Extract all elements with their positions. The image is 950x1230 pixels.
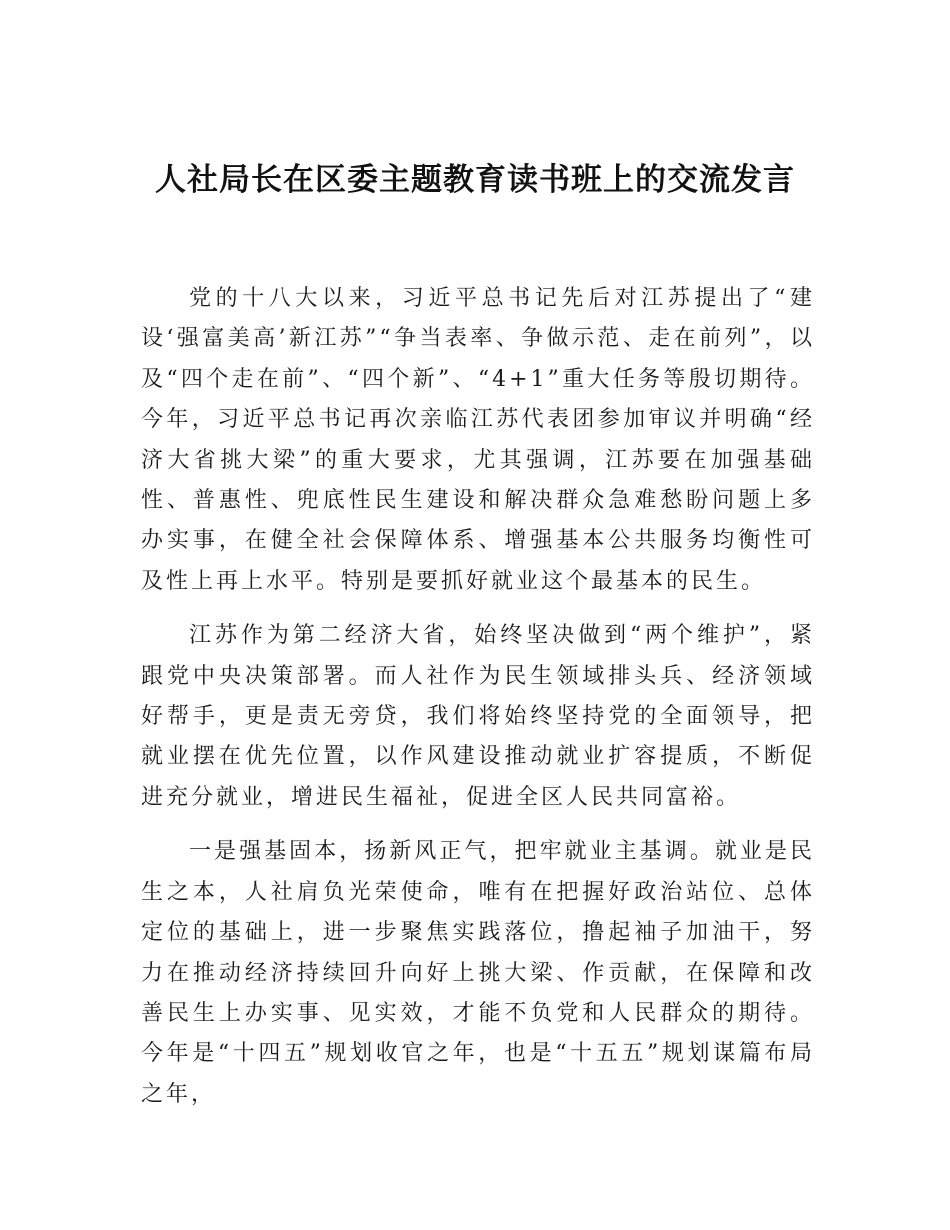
paragraph-jiangsu: 江苏作为第二经济大省，始终坚决做到“两个维护”，紧跟党中央决策部署。而人社作为民生领域排头兵、经济领域好帮手，更是责无旁贷，我们将始终坚持党的全面领导，把就业摆在优先位置，以作风建设推动就业扩容提质，不断促进充分就业，增进民生福祉，促进全区人民共同富裕。: [141, 623, 815, 810]
paragraph-point-one: 一是强基固本，扬新风正气，把牢就业主基调。就业是民生之本，人社肩负光荣使命，唯有在把握好政治站位、总体定位的基础上，进一步聚焦实践落位，撸起袖子加油干，努力在推动经济持续回升向好上挑大梁、作贡献，在保障和改善民生上办实事、见实效，才能不负党和人民群众的期待。今年是“十四五”规划收官之年，也是“十五五”规划谋篇布局之年，: [141, 839, 815, 1107]
document-title: 人社局长在区委主题教育读书班上的交流发言: [155, 162, 795, 198]
paragraph-intro: 党的十八大以来，习近平总书记先后对江苏提出了“建设‘强富美高’新江苏”“争当表率、争做示范、走在前列”，以及“四个走在前”、“四个新”、“4+1”重大任务等殷切期待。今年，习近平总书记再次亲临江苏代表团参加审议并明确“经济大省挑大梁”的重大要求，尤其强调，江苏要在加强基础性、普惠性、兜底性民生建设和解决群众急难愁盼问题上多办实事，在健全社会保障体系、增强基本公共服务均衡性可及性上再上水平。特别是要抓好就业这个最基本的民生。: [141, 286, 815, 594]
document-body: [141, 279, 815, 1115]
